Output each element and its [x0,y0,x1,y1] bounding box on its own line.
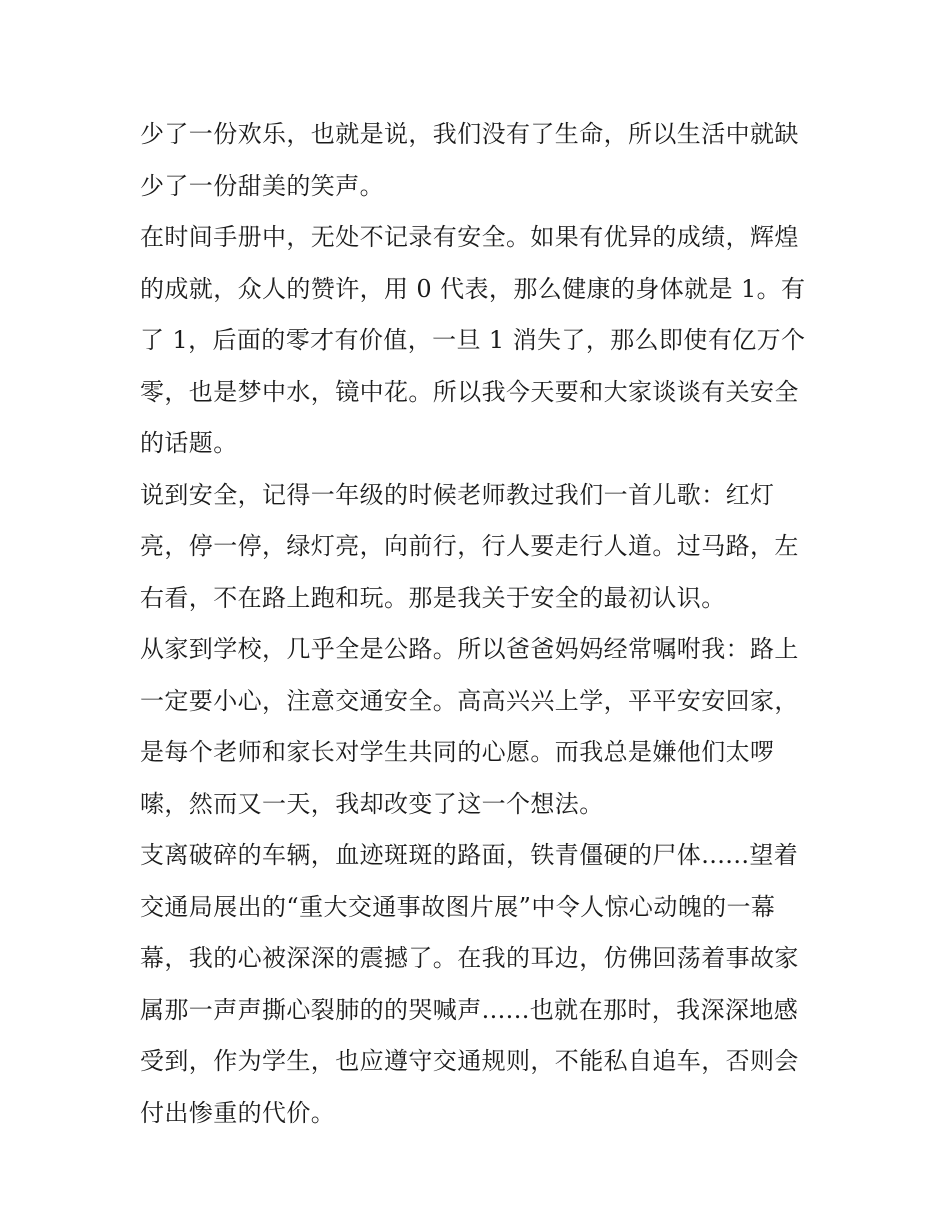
text-line: 的话题。 [140,429,238,457]
text-line: 受到，作为学生，也应遵守交通规则，不能私自追车，否则会 [140,1047,799,1075]
text-line: 少了一份甜美的笑声。 [140,171,384,200]
text-line: 说到安全，记得一年级的时候老师教过我们一首儿歌：红灯 [140,480,775,509]
text-line: 幕，我的心被深深的震撼了。在我的耳边，仿佛回荡着事故家 [140,944,799,972]
text-line: 在时间手册中，无处不记录有安全。如果有优异的成绩，辉煌 [140,223,799,251]
text-line: 了 1，后面的零才有价值，一旦 1 消失了，那么即使有亿万个 [140,326,806,354]
text-line: 少了一份欢乐，也就是说，我们没有了生命，所以生活中就缺 [140,120,799,148]
text-line: 的成就，众人的赞许，用 0 代表，那么健康的身体就是 1。有 [140,274,806,303]
text-line: 付出惨重的代价。 [140,1098,336,1127]
text-line: 右看，不在路上跑和玩。那是我关于安全的最初认识。 [140,583,726,612]
text-line: 交通局展出的“重大交通事故图片展”中令人惊心动魄的一幕 [140,892,776,921]
text-line: 零，也是梦中水，镜中花。所以我今天要和大家谈谈有关安全 [140,377,799,406]
text-line: 属那一声声撕心裂肺的的哭喊声......也就在那时，我深深地感 [140,995,799,1024]
text-line: 是每个老师和家长对学生共同的心愿。而我总是嫌他们太啰 [140,738,775,766]
text-line: 从家到学校，几乎全是公路。所以爸爸妈妈经常嘱咐我：路上 [140,635,799,663]
text-line: 嗦，然而又一天，我却改变了这一个想法。 [140,789,604,818]
body-text [140,109,812,1139]
text-line: 一定要小心，注意交通安全。高高兴兴上学，平平安安回家， [140,686,799,715]
text-line: 亮，停一停，绿灯亮，向前行，行人要走行人道。过马路，左 [140,532,799,560]
text-line: 支离破碎的车辆，血迹斑斑的路面，铁青僵硬的尸体......望着 [140,841,799,869]
